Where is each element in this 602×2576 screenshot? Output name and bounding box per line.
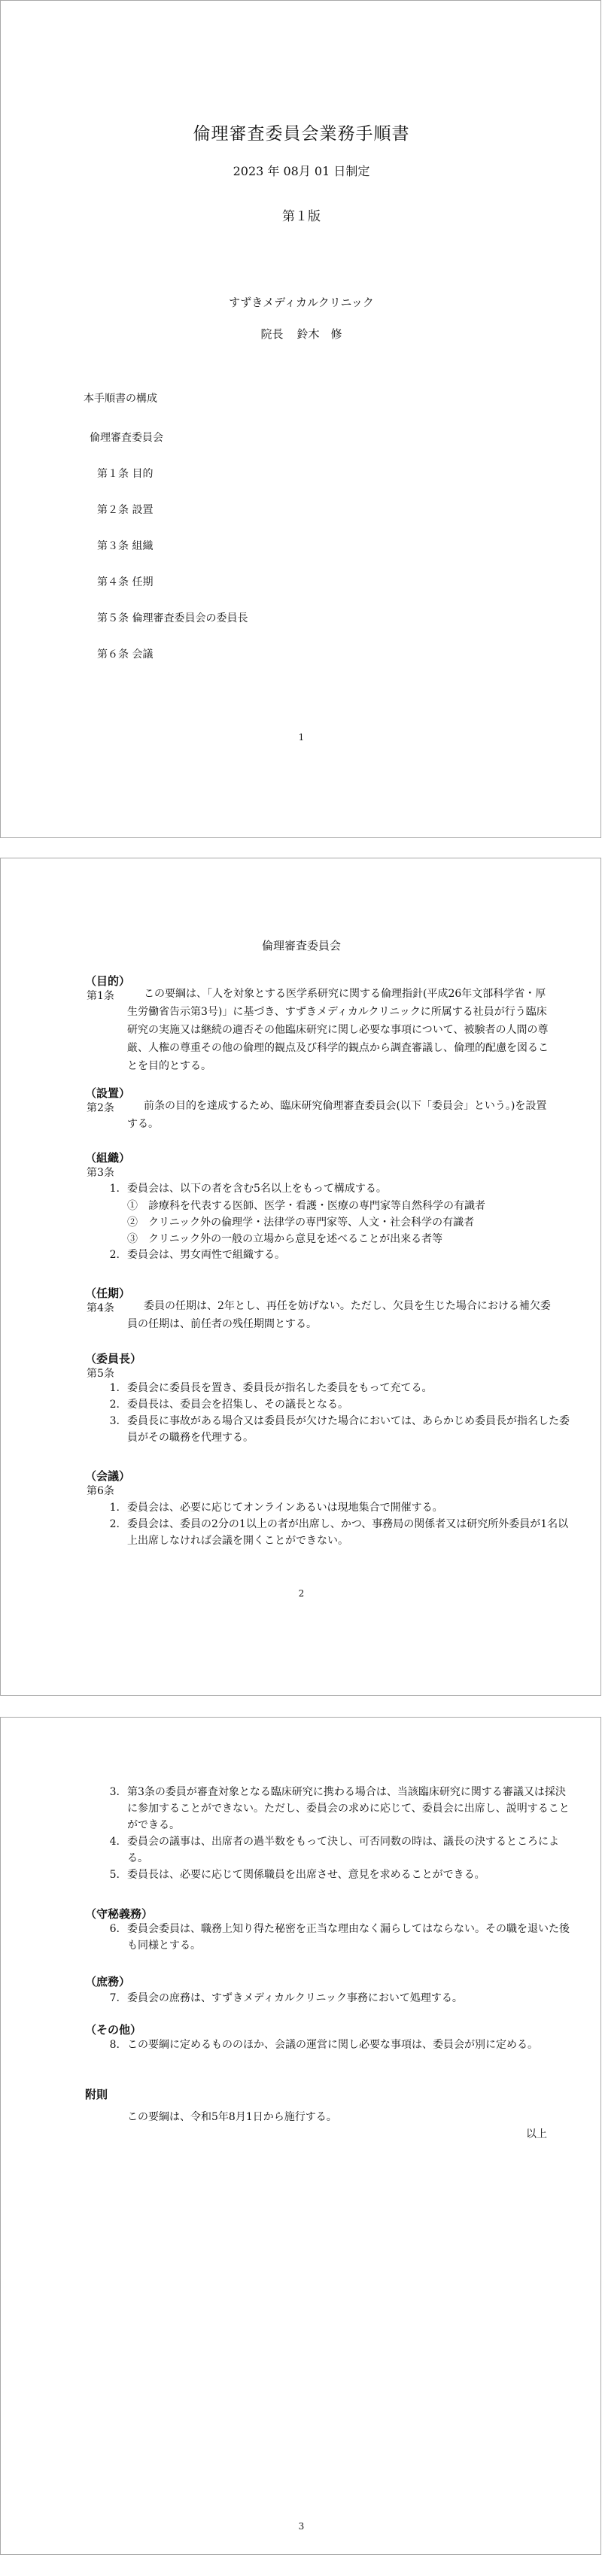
article-6: 第6条 xyxy=(87,1485,114,1497)
director-title: 院長 xyxy=(260,327,284,341)
section-title-organization: （組織） xyxy=(85,1151,131,1165)
list-item: 3. 第3条の委員が審査対象となる臨床研究に携わる場合は、当該臨床研究に関する審議又は採決に参加することができない。ただし、委員会の求めに応じて、委員会に出席し、説明することができる。 xyxy=(109,1786,570,1831)
toc-item: 第２条 設置 xyxy=(97,504,154,516)
section-title-term: （任期） xyxy=(85,1286,131,1300)
article-2-text: 前条の目的を達成するため、臨床研究倫理審査委員会(以下「委員会」という。)を設置する。 xyxy=(127,1100,547,1130)
article-4-text: 委員の任期は、2年とし、再任を妨げない。ただし、欠員を生じた場合における補欠委員の任期は、前任者の残任期間とする。 xyxy=(127,1300,551,1330)
committee-heading: 倫理審査委員会 xyxy=(261,939,341,952)
list-item: 1. 委員会に委員長を置き、委員長が指名した委員をもって充てる。 xyxy=(109,1382,433,1394)
article-5: 第5条 xyxy=(87,1368,114,1380)
page-number: 2 xyxy=(298,1588,305,1599)
director-name: 鈴木 修 xyxy=(296,327,342,341)
section-title-confidentiality: （守秘義務） xyxy=(85,1907,154,1921)
sub-item: ① 診療科を代表する医師、医学・看護・医療の専門家等自然科学の有識者 xyxy=(127,1200,485,1212)
section-title-establish: （設置） xyxy=(85,1086,131,1100)
list-item: 1. 委員会は、必要に応じてオンラインあるいは現地集合で開催する。 xyxy=(109,1502,443,1514)
toc-item: 第３条 組織 xyxy=(97,540,154,552)
section-title-chair: （委員長） xyxy=(85,1352,142,1365)
edition: 第１版 xyxy=(282,209,321,224)
established-date: 2023 年 08月 01 日制定 xyxy=(233,164,370,178)
toc-item: 第６条 会議 xyxy=(97,649,154,661)
list-item: 8. この要綱に定めるもののほか、会議の運営に関し必要な事項は、委員会が別に定める。 xyxy=(109,2039,538,2051)
page-2 xyxy=(0,858,601,1696)
toc-item: 第１条 目的 xyxy=(97,468,154,480)
sub-item: ③ クリニック外の一般の立場から意見を述べることが出来る者等 xyxy=(127,1233,443,1245)
section-title-supplementary: 附則 xyxy=(85,2088,108,2101)
section-title-secretariat: （庶務） xyxy=(85,1975,131,1988)
director xyxy=(1,326,602,342)
list-item: 2. 委員会は、委員の2分の1以上の者が出席し、かつ、事務局の関係者又は研究所外委員が1名以上出席しなければ会議を開くことができない。 xyxy=(109,1518,569,1547)
list-item: 1. 委員会は、以下の者を含む5名以上をもって構成する。 xyxy=(109,1183,387,1195)
toc-heading: 本手順書の構成 xyxy=(84,393,157,405)
toc-item: 倫理審査委員会 xyxy=(90,432,163,444)
toc-item: 第４条 任期 xyxy=(97,576,154,588)
list-item: 2. 委員長は、委員会を招集し、その議長となる。 xyxy=(109,1399,348,1411)
article-2: 第2条 xyxy=(87,1102,114,1114)
list-item: 7. 委員会の庶務は、すずきメディカルクリニック事務において処理する。 xyxy=(109,1992,463,2004)
page-3 xyxy=(0,1717,601,2555)
list-item: 5. 委員長は、必要に応じて関係職員を出席させ、意見を求めることができる。 xyxy=(109,1869,485,1881)
page-number: 1 xyxy=(298,732,305,743)
list-item: 6. 委員会委員は、職務上知り得た秘密を正当な理由なく漏らしてはならない。その職を退いた後も同様とする。 xyxy=(109,1923,570,1952)
sub-item: ② クリニック外の倫理学・法律学の専門家等、人文・社会科学の有識者 xyxy=(127,1217,475,1229)
section-title-purpose: （目的） xyxy=(85,974,131,988)
document-title: 倫理審査委員会業務手順書 xyxy=(193,124,410,144)
list-item: 2. 委員会は、男女両性で組織する。 xyxy=(109,1249,285,1261)
section-title-other: （その他） xyxy=(85,2023,142,2037)
toc-item: 第５条 倫理審査委員会の委員長 xyxy=(97,612,248,624)
section-title-meeting: （会議） xyxy=(85,1469,131,1483)
supplementary-text: この要綱は、令和5年8月1日から施行する。 xyxy=(127,2111,337,2123)
page-number: 3 xyxy=(298,2521,305,2532)
article-4: 第4条 xyxy=(87,1302,114,1314)
list-item: 4. 委員会の議事は、出席者の過半数をもって決し、可否同数の時は、議長の決するところによる。 xyxy=(109,1836,559,1864)
closing-mark: 以上 xyxy=(526,2128,547,2140)
page-1 xyxy=(0,0,601,838)
article-3: 第3条 xyxy=(87,1167,114,1179)
article-1-text: この要綱は、「人を対象とする医学系研究に関する倫理指針(平成26年文部科学省・厚生労働省告示第3号)」に基づき、すずきメディカルクリニックに所属する社員が行う臨床研究の実施又は継続の適否その他臨床研究に関し必要な事項について、被験者の人間の尊厳、人権の尊重その他の倫理的観点及び科学的観点から調査審議し、倫理的配慮を図ることを目的とする。 xyxy=(127,988,549,1072)
list-item: 3. 委員長に事故がある場合又は委員長が欠けた場合においては、あらかじめ委員長が指名した委員がその職務を代理する。 xyxy=(109,1415,570,1444)
article-1: 第1条 xyxy=(87,990,114,1002)
clinic-name: すずきメディカルクリニック xyxy=(229,296,374,309)
